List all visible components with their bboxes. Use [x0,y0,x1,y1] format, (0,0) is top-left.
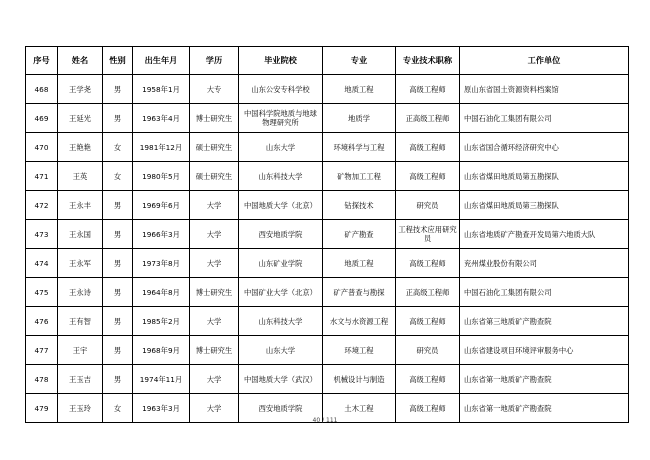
cell-education: 大学 [190,365,239,394]
cell-gender: 男 [103,336,133,365]
cell-gender: 男 [103,220,133,249]
cell-employer: 山东省煤田地质局第三勘探队 [460,191,629,220]
cell-index: 474 [26,249,58,278]
cell-gender: 女 [103,162,133,191]
cell-birth: 1973年8月 [133,249,190,278]
table-row [26,104,629,133]
cell-education: 硕士研究生 [190,162,239,191]
header-major: 专业 [323,47,396,75]
cell-school: 西安地质学院 [239,394,323,423]
header-name: 姓名 [58,47,103,75]
cell-title: 正高级工程师 [396,278,460,307]
cell-gender: 女 [103,133,133,162]
cell-name: 王永丰 [58,191,103,220]
cell-employer: 山东省地质矿产勘查开发局第六地质大队 [460,220,629,249]
header-school: 毕业院校 [239,47,323,75]
cell-name: 王永国 [58,220,103,249]
cell-major: 环境工程 [323,336,396,365]
header-index: 序号 [26,47,58,75]
cell-employer: 山东省第一地质矿产勘查院 [460,394,629,423]
table-row [26,191,629,220]
cell-employer: 中国石油化工集团有限公司 [460,278,629,307]
cell-school: 山东科技大学 [239,307,323,336]
cell-major: 矿物加工工程 [323,162,396,191]
cell-index: 468 [26,75,58,104]
cell-gender: 男 [103,75,133,104]
table-row [26,133,629,162]
cell-major: 机械设计与制造 [323,365,396,394]
cell-major: 地质学 [323,104,396,133]
cell-employer: 中国石油化工集团有限公司 [460,104,629,133]
cell-index: 469 [26,104,58,133]
cell-index: 479 [26,394,58,423]
cell-title: 研究员 [396,336,460,365]
cell-title: 研究员 [396,191,460,220]
table-row [26,220,629,249]
header-education: 学历 [190,47,239,75]
cell-employer: 山东省建设项目环境评审服务中心 [460,336,629,365]
cell-gender: 男 [103,104,133,133]
cell-birth: 1963年3月 [133,394,190,423]
cell-education: 博士研究生 [190,278,239,307]
cell-employer: 山东省第三地质矿产勘查院 [460,307,629,336]
cell-school: 山东科技大学 [239,162,323,191]
cell-title: 高级工程师 [396,162,460,191]
cell-gender: 男 [103,365,133,394]
cell-index: 470 [26,133,58,162]
cell-name: 王延光 [58,104,103,133]
cell-school: 中国科学院地质与地球物理研究所 [239,104,323,133]
cell-employer: 山东省第一地质矿产勘查院 [460,365,629,394]
cell-school: 山东公安专科学校 [239,75,323,104]
cell-index: 475 [26,278,58,307]
table-row [26,278,629,307]
cell-gender: 女 [103,394,133,423]
cell-education: 大学 [190,191,239,220]
header-employer: 工作单位 [460,47,629,75]
cell-employer: 山东省煤田地质局第五勘探队 [460,162,629,191]
cell-major: 环境科学与工程 [323,133,396,162]
table-row [26,75,629,104]
cell-major: 地质工程 [323,249,396,278]
cell-education: 大学 [190,394,239,423]
table-row [26,162,629,191]
cell-name: 王艳艳 [58,133,103,162]
cell-school: 中国地质大学（武汉） [239,365,323,394]
cell-title: 高级工程师 [396,249,460,278]
table-header-row [26,47,629,75]
table-row [26,365,629,394]
cell-birth: 1964年8月 [133,278,190,307]
cell-employer: 原山东省国土资源资料档案馆 [460,75,629,104]
cell-birth: 1969年6月 [133,191,190,220]
cell-name: 王有智 [58,307,103,336]
cell-birth: 1974年11月 [133,365,190,394]
cell-gender: 男 [103,307,133,336]
cell-name: 王永诗 [58,278,103,307]
cell-birth: 1981年12月 [133,133,190,162]
cell-name: 王玉吉 [58,365,103,394]
cell-major: 矿产普查与勘探 [323,278,396,307]
cell-employer: 山东省国合循环经济研究中心 [460,133,629,162]
cell-education: 大学 [190,220,239,249]
cell-title: 高级工程师 [396,365,460,394]
cell-education: 大学 [190,249,239,278]
cell-index: 476 [26,307,58,336]
cell-birth: 1980年5月 [133,162,190,191]
table-row [26,249,629,278]
personnel-table [25,46,629,423]
cell-birth: 1985年2月 [133,307,190,336]
cell-education: 硕士研究生 [190,133,239,162]
cell-education: 博士研究生 [190,104,239,133]
cell-gender: 男 [103,249,133,278]
cell-title: 高级工程师 [396,307,460,336]
cell-birth: 1968年9月 [133,336,190,365]
cell-index: 473 [26,220,58,249]
cell-employer: 兖州煤业股份有限公司 [460,249,629,278]
cell-gender: 男 [103,278,133,307]
table-row [26,336,629,365]
cell-title: 高级工程师 [396,75,460,104]
cell-title: 正高级工程师 [396,104,460,133]
cell-education: 大学 [190,307,239,336]
header-gender: 性别 [103,47,133,75]
header-title: 专业技术职称 [396,47,460,75]
cell-title: 高级工程师 [396,133,460,162]
cell-name: 王玉玲 [58,394,103,423]
cell-education: 博士研究生 [190,336,239,365]
cell-name: 王宇 [58,336,103,365]
cell-major: 地质工程 [323,75,396,104]
cell-school: 西安地质学院 [239,220,323,249]
cell-major: 水文与水资源工程 [323,307,396,336]
cell-index: 472 [26,191,58,220]
cell-index: 478 [26,365,58,394]
cell-name: 王学尧 [58,75,103,104]
cell-major: 钻探技术 [323,191,396,220]
page-number: 40 / 111 [312,417,338,424]
cell-education: 大专 [190,75,239,104]
table-row [26,307,629,336]
cell-index: 477 [26,336,58,365]
cell-school: 山东大学 [239,336,323,365]
cell-major: 矿产勘查 [323,220,396,249]
cell-title: 高级工程师 [396,394,460,423]
cell-school: 山东大学 [239,133,323,162]
cell-school: 山东矿业学院 [239,249,323,278]
cell-name: 王永军 [58,249,103,278]
cell-name: 王英 [58,162,103,191]
cell-birth: 1966年3月 [133,220,190,249]
cell-school: 中国地质大学（北京） [239,191,323,220]
cell-major: 土木工程 [323,394,396,423]
header-birth: 出生年月 [133,47,190,75]
cell-title: 工程技术应用研究员 [396,220,460,249]
cell-index: 471 [26,162,58,191]
cell-school: 中国矿业大学（北京） [239,278,323,307]
cell-gender: 男 [103,191,133,220]
cell-birth: 1958年1月 [133,75,190,104]
cell-birth: 1963年4月 [133,104,190,133]
